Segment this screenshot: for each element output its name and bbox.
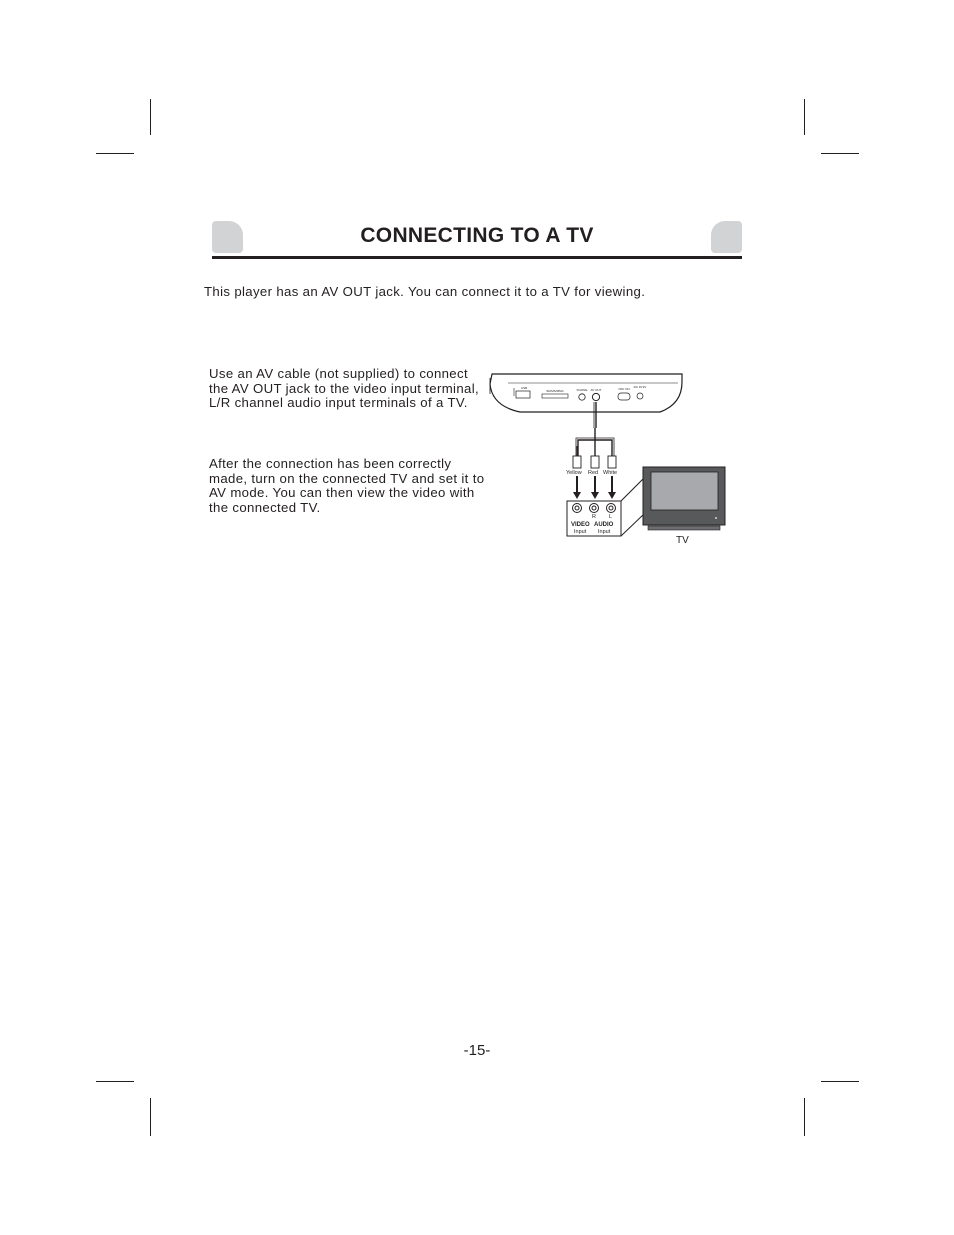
header-tab-left [212,221,243,253]
svg-text:PHONE: PHONE [576,388,588,392]
crop-mark [804,1098,805,1136]
instruction-paragraph-2: After the connection has been correctly made, turn on the connected TV and set it to AV mode. You can then view the video with the connected TV. [209,456,485,515]
tv-illustration [643,467,725,530]
cable-label-white: White [603,470,618,476]
jack-label-r: R [592,514,596,520]
terminal-label-input-video: Input [574,529,587,535]
crop-mark [821,1081,859,1082]
svg-text:AV OUT: AV OUT [590,388,602,392]
page-number: -15- [463,1042,491,1059]
svg-text:DC IN 9V: DC IN 9V [633,385,647,389]
crop-mark [96,153,134,154]
crop-mark [96,1081,134,1082]
svg-text:OFF ON: OFF ON [618,387,630,391]
cable-label-red: Red [588,470,599,476]
header-underline [212,256,742,259]
terminal-label-video: VIDEO [571,522,590,528]
tv-label: TV [676,535,689,546]
connection-diagram [486,366,746,548]
terminal-label-audio: AUDIO [594,522,614,528]
connection-arrows [573,476,616,499]
crop-mark [150,99,151,135]
cable-label-yellow: Yellow [566,470,582,476]
svg-text:USB: USB [520,386,528,390]
crop-mark [804,99,805,135]
crop-mark [150,1098,151,1136]
page-title: CONNECTING TO A TV [360,224,594,247]
terminal-label-input-audio: Input [598,529,611,535]
svg-text:SD/MS/MMC: SD/MS/MMC [546,389,564,393]
crop-mark [821,153,859,154]
jack-label-l: L [609,514,613,520]
intro-text: This player has an AV OUT jack. You can connect it to a TV for viewing. [204,284,646,299]
header-tab-right [711,221,742,253]
dvd-player-illustration [490,374,682,412]
instruction-paragraph-1: Use an AV cable (not supplied) to connect the AV OUT jack to the video input terminal, L/R channel audio input terminals of a TV. [209,366,479,410]
